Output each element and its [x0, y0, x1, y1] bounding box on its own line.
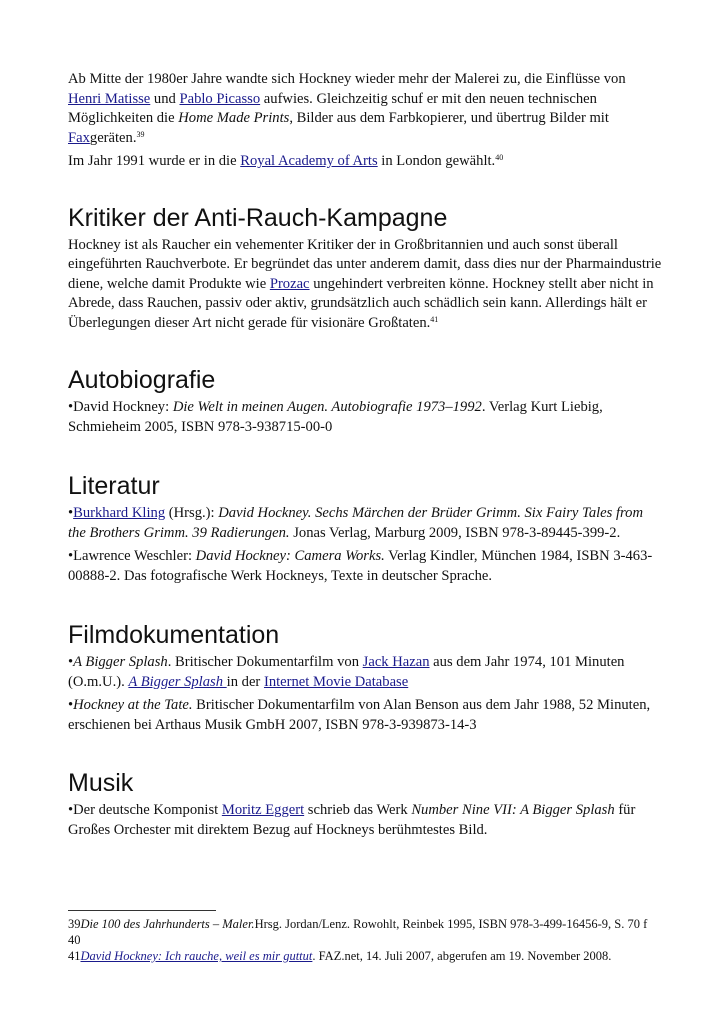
link-henri-matisse[interactable]: Henri Matisse: [68, 90, 151, 107]
literatur-item-1: [68, 504, 662, 543]
bullet: •: [68, 399, 74, 415]
text-run: , Bilder aus dem Farbkopierer, und übertrug Bilder mit: [289, 110, 609, 126]
footnote-ref-39[interactable]: 39: [136, 129, 145, 139]
article-title: David Hockney: Ich rauche, weil es mir guttut: [80, 949, 313, 963]
text-run: ungehindert verbreiten könne. Hockney stellt aber nicht in Abrede, dass Rauchen, passiv oder aktiv, grundsätzlich auch schädlich sein kann. Allerdings hält er Überlegungen dieser Art nicht gerade für visionäre Großtaten.: [68, 275, 654, 331]
book-title: Die 100 des Jahrhunderts – Maler.: [80, 917, 255, 931]
footnote-divider: [68, 910, 216, 911]
text-run: in London gewählt.: [377, 153, 496, 169]
text-run: . FAZ.net, 14. Juli 2007, abgerufen am 19. November 2008.: [312, 949, 612, 963]
text-run: Britischer Dokumentarfilm von Alan Benson aus dem Jahr 1988, 52 Minuten, erschienen bei Arthaus Musik GmbH 2007, ISBN 978-3-939873-14-3: [68, 697, 651, 733]
link-moritz-eggert[interactable]: Moritz Eggert: [221, 802, 305, 818]
footnote-41: [68, 948, 668, 964]
footnote-39: [68, 916, 668, 932]
link-jack-hazan[interactable]: Jack Hazan: [362, 654, 430, 670]
footnote-40: [68, 932, 668, 948]
link-imdb[interactable]: Internet Movie Database: [263, 673, 409, 690]
heading-musik: Musik: [68, 769, 134, 797]
text-run: für Großes Orchester mit direktem Bezug auf Hockneys berühmtestes Bild.: [68, 802, 636, 838]
link-pablo-picasso[interactable]: Pablo Picasso: [179, 90, 261, 107]
footnote-ref-40[interactable]: 40: [495, 153, 504, 162]
text-run: Jonas Verlag, Marburg 2009, ISBN 978-3-89445-399-2.: [289, 524, 621, 541]
bullet: •: [68, 654, 74, 670]
text-run: Verlag Kindler, München 1984, ISBN 3-463-00888-2. Das fotografische Werk Hockneys, Texte in deutscher Sprache.: [68, 548, 653, 584]
book-title: David Hockney: Camera Works.: [195, 548, 385, 564]
link-a-bigger-splash[interactable]: [128, 674, 226, 690]
text-run: (Hrsg.):: [165, 505, 219, 521]
footnote-ref-41[interactable]: 41: [430, 314, 439, 324]
text-run: Lawrence Weschler:: [73, 548, 196, 564]
link-burkhard-kling[interactable]: Burkhard Kling: [73, 505, 166, 521]
text-run: . Britischer Dokumentarfilm von: [167, 654, 363, 670]
text-run: und: [150, 90, 180, 107]
bullet: •: [68, 802, 74, 818]
heading-autobiografie: Autobiografie: [68, 366, 216, 394]
film-item-2: [68, 696, 662, 735]
link-prozac[interactable]: Prozac: [269, 275, 310, 292]
footnote-number: 41: [68, 949, 81, 963]
intro-paragraph-1: [68, 70, 662, 148]
musik-item: [68, 801, 662, 840]
heading-literatur: Literatur: [68, 472, 160, 500]
work-title: Home Made Prints: [178, 110, 290, 126]
bullet: •: [68, 697, 74, 713]
text-run: aufwies. Gleichzeitig schuf er mit den neuen technischen Möglichkeiten die: [68, 90, 597, 126]
book-title: Die Welt in meinen Augen. Autobiografie 1973–1992: [172, 399, 482, 415]
text-run: David Hockney:: [73, 399, 173, 415]
film-item-1: [68, 653, 662, 692]
film-title-link-text: A Bigger Splash: [128, 673, 227, 690]
text-run: Im Jahr 1991 wurde er in die: [68, 153, 241, 169]
work-title: Number Nine VII: A Bigger Splash: [411, 802, 615, 818]
kritiker-paragraph: [68, 236, 662, 334]
footnotes: [68, 910, 668, 964]
footnote-number: 40: [68, 933, 81, 947]
text-run: geräten.: [89, 129, 137, 146]
heading-filmdokumentation: Filmdokumentation: [68, 621, 280, 649]
text-run: schrieb das Werk: [304, 802, 412, 818]
film-title: A Bigger Splash: [73, 654, 168, 670]
link-fax[interactable]: Fax: [68, 129, 90, 146]
text-run: aus dem Jahr 1974, 101 Minuten (O.m.U.).: [68, 654, 625, 690]
footnote-number: 39: [68, 917, 81, 931]
text-run: Hrsg. Jordan/Lenz. Rowohlt, Reinbek 1995, ISBN 978-3-499-16456-9, S. 70 f: [254, 917, 648, 931]
link-royal-academy[interactable]: Royal Academy of Arts: [240, 153, 378, 169]
link-faz-article[interactable]: [81, 949, 313, 963]
autobiografie-item: [68, 398, 662, 437]
bullet: •: [68, 548, 74, 564]
bullet: •: [68, 505, 74, 521]
literatur-item-2: [68, 547, 662, 586]
film-title: Hockney at the Tate.: [73, 697, 193, 713]
heading-kritiker: Kritiker der Anti-Rauch-Kampagne: [68, 203, 448, 232]
book-title: David Hockney. Sechs Märchen der Brüder Grimm. Six Fairy Tales from the Brothers Grimm. 39 Radierungen.: [68, 505, 643, 541]
text-run: Ab Mitte der 1980er Jahre wandte sich Hockney wieder mehr der Malerei zu, die Einflüsse von: [68, 71, 626, 87]
text-run: . Verlag Kurt Liebig, Schmieheim 2005, ISBN 978-3-938715-00-0: [68, 399, 603, 435]
intro-paragraph-2: [68, 152, 662, 172]
text-run: Der deutsche Komponist: [73, 802, 222, 818]
text-run: Hockney ist als Raucher ein vehementer Kritiker der in Großbritannien und auch sonst überall eingeführten Rauchverbote. Er begründet das unter anderem damit, dass dies nur der Pharmaindustrie diene, welche damit Produkte wie: [68, 236, 662, 292]
text-run: in der: [226, 673, 264, 690]
